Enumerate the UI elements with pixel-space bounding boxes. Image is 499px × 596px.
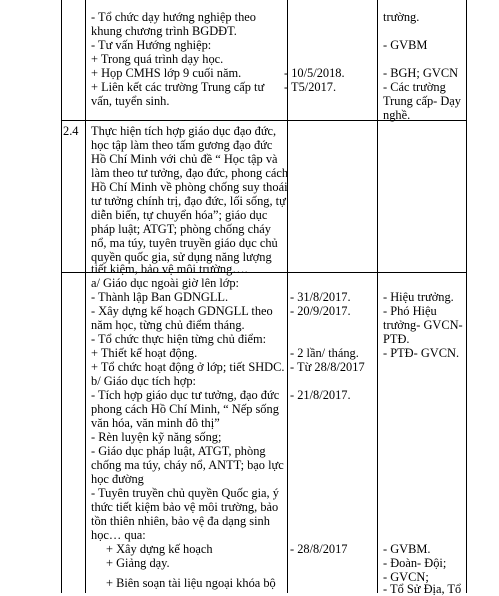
row3-content-line: - Tích hợp giáo dục tư tưởng, đạo đức bbox=[91, 388, 280, 402]
row1-content-line: + Trong quá trình dạy học. bbox=[91, 52, 224, 66]
row2-content-line: làm theo tư tưởng, đạo đức, phong cách bbox=[91, 166, 289, 180]
row1-responsible: Trung cấp- Dạy bbox=[383, 94, 462, 108]
row1-responsible: - Các trường bbox=[383, 80, 446, 94]
row3-responsible: - GVCN; bbox=[383, 570, 429, 584]
row1-responsible: nghề. bbox=[383, 108, 411, 122]
row3-content-line: + Tổ chức hoạt động ở lớp; tiết SHDC. bbox=[91, 360, 285, 374]
row3-content-line: + Xây dựng kế hoạch bbox=[106, 542, 213, 556]
row2-content-line: Thực hiện tích hợp giáo dục đạo đức, bbox=[91, 124, 277, 138]
row1-responsible: - BGH; GVCN bbox=[383, 66, 459, 80]
row3-content-line: tồn thiên nhiên, bảo vệ đa dạng sinh bbox=[91, 514, 270, 528]
row3-content-line: - Tuyên truyền chủ quyền Quốc gia, ý bbox=[91, 486, 279, 500]
row3-content-line: văn hóa, văn minh đô thị” bbox=[91, 416, 220, 430]
row3-responsible: - Đoàn- Đội; bbox=[383, 556, 447, 570]
row3-content-line: - Giáo dục pháp luật, ATGT, phòng bbox=[91, 444, 266, 458]
row1-responsible: - GVBM bbox=[383, 38, 428, 52]
row3-content-line: - Thành lập Ban GDNGLL. bbox=[91, 290, 229, 304]
row3-responsible: - Tổ Sử Địa, Tổ bbox=[383, 582, 462, 596]
row1-content-line: vấn, tuyển sinh. bbox=[91, 94, 170, 108]
row1-time: - T5/2017. bbox=[284, 80, 337, 94]
row3-time: - 28/8/2017 bbox=[290, 542, 348, 556]
row3-content-line: thức tiết kiệm bảo vệ môi trường, bảo bbox=[91, 500, 279, 514]
row3-content-line: + Thiết kế hoạt động. bbox=[91, 346, 198, 360]
row3-time: - 2 lần/ tháng. bbox=[290, 346, 359, 360]
row1-content-line: + Họp CMHS lớp 9 cuối năm. bbox=[91, 66, 242, 80]
row3-content-line: - Rèn luyện kỹ năng sống; bbox=[91, 430, 222, 444]
row2-content-line: Hồ Chí Minh với chủ đề “ Học tập và bbox=[91, 152, 278, 166]
row3-content-line: - Xây dựng kế hoạch GDNGLL theo bbox=[91, 304, 273, 318]
row3-responsible: - Hiệu trưởng. bbox=[383, 290, 454, 304]
row1-time: - 10/5/2018. bbox=[284, 66, 345, 80]
row1-content-line: - Tổ chức dạy hướng nghiệp theo bbox=[91, 10, 256, 24]
column-divider-time bbox=[377, 0, 378, 593]
row3-content-line: + Biên soạn tài liệu ngoại khóa bộ bbox=[106, 576, 276, 590]
row2-content-line: diễn biến, tự chuyển hóa”; giáo dục bbox=[91, 208, 268, 222]
row2-content-line: Hồ Chí Minh về phòng chống suy thoái bbox=[91, 180, 288, 194]
row3-content-line: học… qua: bbox=[91, 528, 146, 542]
row2-content-line: tư tưởng chính trị, đạo đức, lối sống, tự bbox=[91, 194, 286, 208]
row2-content-line: tiết kiệm, bảo vệ môi trường…. bbox=[91, 262, 248, 276]
row3-time: - Từ 28/8/2017 bbox=[290, 360, 365, 374]
row2-number: 2.4 bbox=[63, 124, 79, 138]
table-border-left bbox=[61, 0, 62, 593]
row3-responsible: - Phó Hiệu bbox=[383, 304, 437, 318]
row3-responsible: PTĐ. bbox=[383, 332, 410, 346]
row3-content-line: phong cách Hồ Chí Minh, “ Nếp sống bbox=[91, 402, 279, 416]
table-border-right bbox=[466, 0, 467, 593]
row3-content-line: chống ma túy, cháy nổ, ANTT; bạo lực bbox=[91, 458, 284, 472]
row1-content-line: - Tư vấn Hướng nghiệp: bbox=[91, 38, 212, 52]
row3-time: - 20/9/2017. bbox=[290, 304, 351, 318]
row3-content-line: b/ Giáo dục tích hợp: bbox=[91, 374, 196, 388]
row3-content-line: + Giảng dạy. bbox=[106, 556, 170, 570]
row1-content-line: khung chương trình BGDĐT. bbox=[91, 24, 237, 38]
row2-content-line: pháp luật; ATGT; phòng chống cháy bbox=[91, 222, 271, 236]
row3-responsible: trưởng- GVCN- bbox=[383, 318, 463, 332]
row1-content-line: + Liên kết các trường Trung cấp tư bbox=[91, 80, 265, 94]
row3-time: - 21/8/2017. bbox=[290, 388, 351, 402]
row3-content-line: học đường bbox=[91, 472, 144, 486]
row3-time: - 31/8/2017. bbox=[290, 290, 351, 304]
column-divider-number bbox=[85, 0, 86, 593]
row1-responsible: trường. bbox=[383, 10, 420, 24]
row3-content-line: năm học, từng chủ điểm tháng. bbox=[91, 318, 245, 332]
row3-content-line: a/ Giáo dục ngoài giờ lên lớp: bbox=[91, 276, 239, 290]
row3-responsible: - PTĐ- GVCN. bbox=[383, 346, 460, 360]
row2-content-line: học tập làm theo tấm gương đạo đức bbox=[91, 138, 273, 152]
row3-responsible: - GVBM. bbox=[383, 542, 431, 556]
row3-content-line: - Tổ chức thực hiện từng chủ điểm: bbox=[91, 332, 267, 346]
row2-content-line: quyền quốc gia, sử dụng năng lượng bbox=[91, 250, 272, 264]
row2-content-line: nổ, ma túy, tuyên truyền giáo dục chủ bbox=[91, 236, 278, 250]
